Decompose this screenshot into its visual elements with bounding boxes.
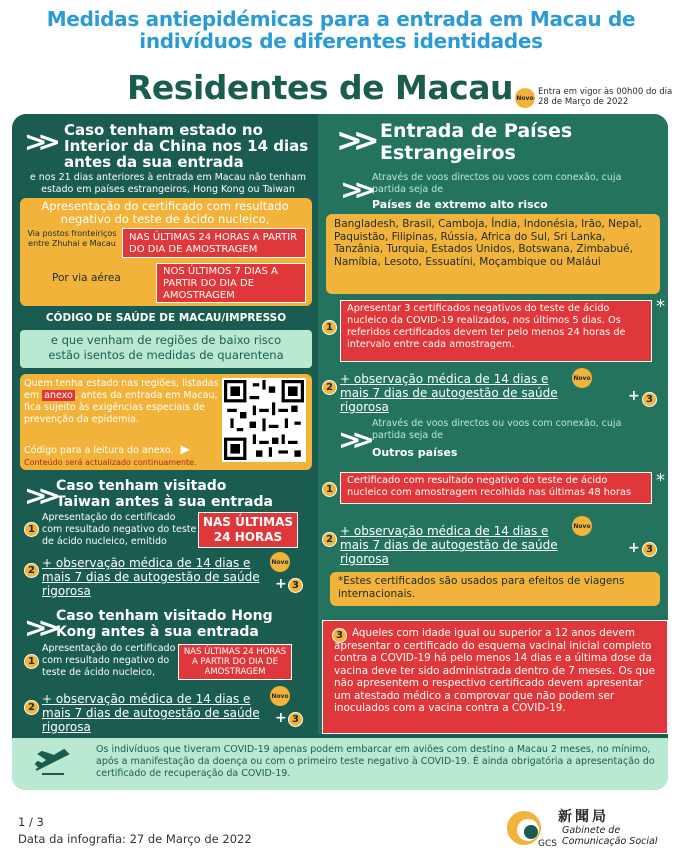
number-3-icon: 3 (642, 542, 657, 557)
plus-sign: + (275, 710, 287, 726)
via-postos-box: NAS ÚLTIMAS 24 HORAS A PARTIR DO DIA DE AMOSTRAGEM (122, 228, 306, 258)
alto-item2-link[interactable]: + observação médica de 14 dias e mais 7 dias de autogestão de saúde rigorosa (340, 372, 558, 414)
chevron-icon: >> (24, 611, 51, 644)
logo-cn: 新聞局 (558, 809, 609, 825)
taiwan-item1-box: NAS ÚLTIMAS 24 HORAS (198, 512, 298, 548)
update-note: Conteúdo será actualizado continuamente. (24, 458, 197, 467)
main-title: Medidas antiepidémicas para a entrada em Macau de indivíduos de diferentes identidades (46, 7, 636, 53)
asterisk: * (656, 470, 665, 491)
number-3-icon: 3 (288, 578, 303, 593)
number-1-icon: 1 (322, 482, 337, 497)
chevron-icon: >> (336, 121, 370, 159)
hongkong-heading: Caso tenham visitado Hong Kong antes à sua entrada (56, 608, 273, 640)
page-subtitle: Residentes de Macau (127, 68, 513, 107)
page-number: 1 / 3 (18, 815, 44, 829)
svg-text:GCS: GCS (538, 839, 557, 849)
qr-code-icon[interactable] (222, 378, 306, 462)
vacina-text: Aqueles com idade igual ou superior a 12 anos devem apresentar o certificado do esquema vacinal inicial completo contra a COVID-19 há pelo menos 14 dias e a última dose da vacina deve ter sido administrada dentro de 7 meses. Os que não apresentem o respectivo certificado devem apresentar um atestado médico a comprovar que não podem ser inoculados com a vacina contra a COVID-19. (334, 627, 656, 714)
hongkong-item1: Apresentação do certificado com resultado negativo do teste de ácido nucleico, (42, 643, 176, 678)
novo-badge: Novo (270, 552, 290, 572)
anexo-highlight[interactable]: anexo (44, 390, 73, 401)
alto-item1-box: Apresentar 3 certificados negativos do teste de ácido nucleico da COVID-19 realizados, nos últimos 5 dias. Os referidos certificados devem ter pelo menos 24 horas de intervalo entre cada amostragem. (340, 300, 652, 362)
plus-sign: + (628, 540, 640, 556)
codigo-box: e que venham de regiões de baixo risco estão isentos de medidas de quarentena (20, 330, 312, 368)
via-postos-label: Via postos fronteiriços entre Zhuhai e Macau (27, 229, 117, 248)
taiwan-heading: Caso tenham visitado Taiwan antes à sua entrada (56, 478, 273, 510)
logo-pt1: Gabinete de (562, 825, 621, 836)
logo-pt2: Comunicação Social (562, 836, 658, 847)
china-cert-text: Apresentação do certificado com resultado negativo do teste de ácido nucleico, (41, 199, 289, 226)
novo-badge: Novo (572, 516, 592, 536)
via-aerea-box: NOS ÚLTIMOS 7 DIAS A PARTIR DO DIA DE AMOSTRAGEM (156, 263, 306, 303)
bottom-text: Os indivíduos que tiveram COVID-19 apenas podem embarcar em aviões com destino a Macau 2 meses, no mínimo, após a manifestação da doença ou com o primeiro teste negativo à COVID-19. É ainda obrigatória a apresentação do certificado de recuperação da COVID-19. (96, 744, 655, 779)
via-aerea-label: Por via aérea (52, 272, 121, 284)
asterisk: * (656, 296, 665, 317)
number-1-icon: 1 (24, 654, 39, 669)
taiwan-item2-link[interactable]: + observação médica de 14 dias e mais 7 dias de autogestão de saúde rigorosa (42, 556, 260, 598)
number-3-icon: 3 (332, 628, 347, 643)
chevron-icon: >> (24, 479, 51, 512)
number-2-icon: 2 (24, 563, 39, 578)
taiwan-item1: Apresentação do certificado com resultado negativo do teste de ácido nucleico, emitido (42, 512, 197, 547)
anexo-text: Quem tenha estado nas regiões, listadas em anexo , antes da entrada em Macau, fica sujeito às exigências especiais de prevenção da epidemia. (24, 378, 219, 425)
number-2-icon: 2 (24, 700, 39, 715)
plus-sign: + (275, 576, 287, 592)
outros-intro: Através de voos directos ou voos com conexão, cuja partida seja de (372, 418, 622, 441)
plane-icon (34, 748, 70, 787)
alto-intro: Através de voos directos ou voos com conexão, cuja partida seja de (372, 172, 622, 195)
number-3-icon: 3 (288, 712, 303, 727)
chevron-icon: >> (24, 125, 51, 158)
codigo-heading: CÓDIGO DE SAÚDE DE MACAU/IMPRESSO (45, 312, 287, 324)
play-icon: ▶ (180, 442, 190, 456)
chevron-icon: >> (340, 173, 367, 206)
number-1-icon: 1 (24, 522, 39, 537)
outros-label: Outros países (372, 446, 458, 459)
note-box: *Estes certificados são usados para efeitos de viagens internacionais. (330, 572, 660, 606)
china-heading: Caso tenham estado no Interior da China nos 14 dias antes da sua entrada (64, 121, 309, 171)
number-1-icon: 1 (322, 320, 337, 335)
plus-sign: + (628, 388, 640, 404)
novo-badge: Novo (515, 88, 535, 108)
number-2-icon: 2 (322, 532, 337, 547)
alto-label: Países de extremo alto risco (372, 198, 548, 211)
chevron-icon: >> (338, 423, 365, 456)
novo-badge: Novo (572, 368, 592, 388)
gcs-logo-icon (498, 804, 557, 849)
number-3-icon: 3 (642, 392, 657, 407)
hongkong-item1-box: NAS ÚLTIMAS 24 HORAS A PARTIR DO DIA DE AMOSTRAGEM (178, 644, 292, 680)
right-heading: Entrada de Países Estrangeiros (380, 120, 573, 164)
countries-box: Bangladesh, Brasil, Camboja, Índia, Indonésia, Irão, Nepal, Paquistão, Filipinas, Rússia, Africa do Sul, Sri Lanka, Tanzânia, Turquia, Estados Unidos, Botswana, Zimbabué, Namíbia, Lesoto, Essuatíni, Moçambique ou Maláui (326, 214, 660, 294)
novo-badge: Novo (270, 686, 290, 706)
number-2-icon: 2 (322, 380, 337, 395)
hongkong-item2-link[interactable]: + observação médica de 14 dias e mais 7 dias de autogestão de saúde rigorosa (42, 692, 260, 734)
infografia-date: Data da infografia: 27 de Março de 2022 (18, 832, 252, 846)
outros-item1-box: Certificado com resultado negativo do teste de ácido nucleico com amostragem recolhida nas últimas 48 horas (340, 472, 652, 504)
vigor-text: Entra em vigor às 00h00 do dia 28 de Março de 2022 (538, 87, 673, 107)
codigo-leitura: Código para a leitura do anexo. ▶ (24, 442, 190, 456)
outros-item2-link[interactable]: + observação médica de 14 dias e mais 7 dias de autogestão de saúde rigorosa (340, 524, 558, 566)
china-sub: e nos 21 dias anteriores à entrada em Macau não tenham estado em países estrangeiros, Hong Kong ou Taiwan (29, 172, 307, 195)
